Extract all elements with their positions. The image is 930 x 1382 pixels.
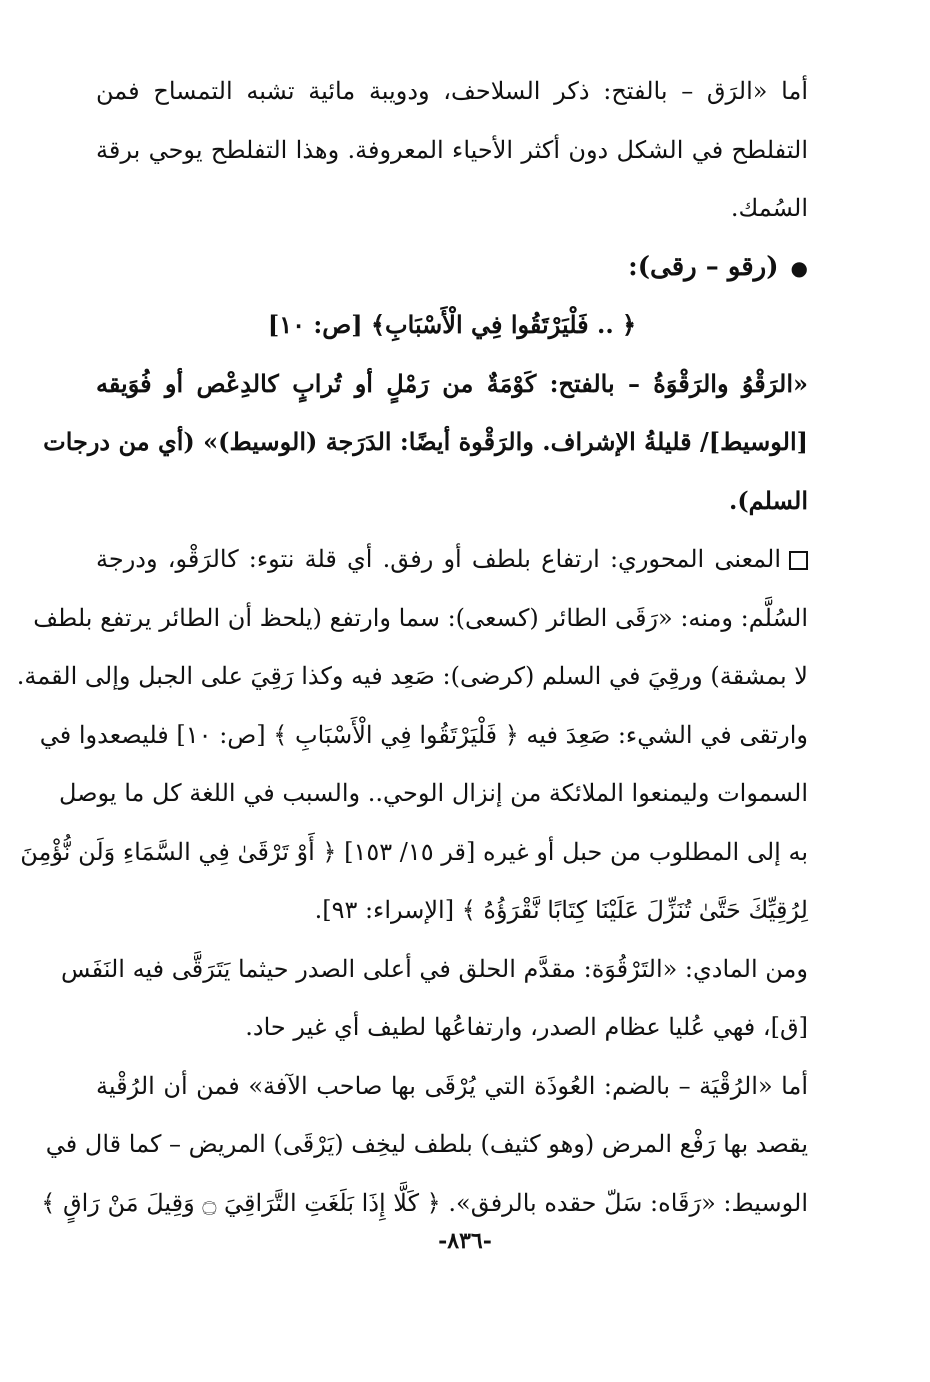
text-line: السُمك. [730,194,808,222]
square-box-icon [789,551,808,570]
text-line: ومن المادي: «التَرْقُوَة: مقدَّم الحلق في أعلى الصدر حيثما يَتَرَقَّى فيه النَفَس [60,954,808,983]
bullet-icon: ● [790,255,808,280]
text-line: [ق]، فهي عُليا عظام الصدر، وارتفاعُها لطيف أي غير حاد. [245,1013,808,1041]
body-text [16,62,809,1232]
text-line: وارتقى في الشيء: صَعِدَ فيه ﴿ فَلْيَرْتَقُوا فِي الْأَسْبَابِ ﴾ [ص: ١٠] فليصعدوا في [39,720,808,749]
text-line: يقصد بها رَفْع المرض (وهو كثيف) بلطف ليخِف (يَرْقَى) المريض – كما قال في [45,1130,808,1158]
text-line: الوسيط: «رَقَاه: سَلّ حقده بالرفق». ﴿ كَلَّا إِذَا بَلَغَتِ التَّرَاقِيَ ۝ وَقِيلَ مَنْ رَاقٍ ﴾ [41,1188,808,1217]
page-number: -٨٣٦- [438,1228,492,1254]
text-line: التفلطح في الشكل دون أكثر الأحياء المعروفة. وهذا التفلطح يوحي برقة [96,135,809,164]
quran-citation: ﴿ .. فَلْيَرْتَقُوا فِي الْأَسْبَابِ﴾ [ص: ١٠] [267,310,637,339]
text-line: السُلَّم: ومنه: «رَقَى الطائر (كسعى): سما وارتفع (يلحظ أن الطائر يرتفع بلطف [33,603,808,632]
text-line: لا بمشقة) ورقِيَ في السلم (كرضى): صَعِد فيه وكذا رَقِيَ على الجبل وإلى القمة. [16,662,808,690]
text-line: لِرُقِيِّكَ حَتَّىٰ تُنَزِّلَ عَلَيْنَا كِتَابًا نَّقْرَؤُهُ ﴾ [الإسراء: ٩٣]. [314,896,808,924]
entry-heading [96,238,808,297]
core-meaning-text: المعنى المحوري: ارتفاع بلطف أو رفق. أي قلة نتوء: كالرَقْو، ودرجة [96,545,781,573]
core-meaning-line [96,530,808,589]
text-line: «الرَقْوُ والرَقْوَةُ – بالفتح: كَوْمَةٌ من رَمْلٍ أو تُرابٍ كالدِعْص أو فُوَيقه [96,368,808,398]
entry-heading-text: (رقو – رقى): [628,251,779,282]
text-line: به إلى المطلوب من حبل أو غيره [قر ١٥/ ١٥٣] ﴿ أَوْ تَرْقَىٰ فِي السَّمَاءِ وَلَن نُّؤْمِنَ [20,837,808,866]
text-line: السلم). [728,485,808,515]
text-line: السموات وليمنعوا الملائكة من إنزال الوحي.. والسبب في اللغة كل ما يوصل [58,779,808,807]
text-line: [الوسيط]/ قليلةُ الإشراف. والرَقْوة أيضًا: الدَرَجة (الوسيط)» (أي من درجات [43,427,808,456]
text-line: أما «الرُقْيَة – بالضم: العُوذَة التي يُرْقَى بها صاحب الآفة» فمن أن الرُقْية [96,1071,808,1100]
text-line: أما «الرَق – بالفتح: ذكر السلاحف، ودويبة مائية تشبه التمساح فمن [96,77,808,105]
